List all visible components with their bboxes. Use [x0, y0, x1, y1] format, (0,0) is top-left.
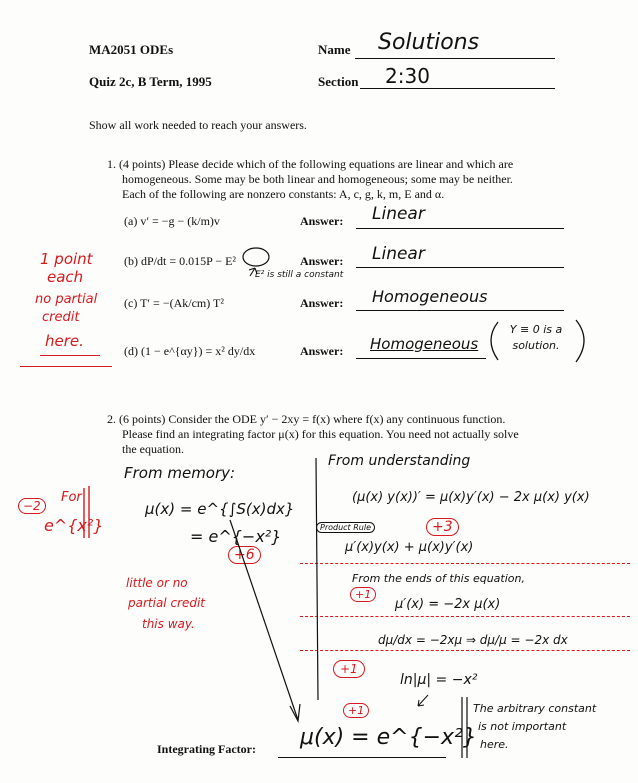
ln-arrow: [418, 695, 428, 706]
q1-margin-note-1: 1 point: [40, 250, 93, 268]
q1-prompt-line2: homogeneous. Some may be both linear and homogeneous; some may be neither.: [122, 172, 513, 186]
integrating-factor-label: Integrating Factor:: [157, 742, 256, 756]
q1-margin-note-2: each: [47, 268, 84, 286]
q2-left-score: +6: [228, 546, 261, 564]
q1d-answer-label: Answer:: [300, 344, 344, 358]
q1-margin-note-3: no partial: [35, 292, 98, 307]
q2-right-note-2: is not important: [478, 720, 567, 733]
work-divider: [316, 458, 318, 700]
q2-prompt-line2: Please find an integrating factor μ(x) for this equation. You need not actually solve: [122, 427, 519, 441]
q2-prompt-line1: 2. (6 points) Consider the ODE y′ − 2xy = f(x) where f(x) any continuous function.: [107, 412, 506, 426]
q1b-equation: (b) dP/dt = 0.015P − E²: [124, 254, 237, 268]
q1b-answer-label: Answer:: [300, 254, 344, 268]
name-value: Solutions: [378, 30, 480, 55]
q2-right-note-1: The arbitrary constant: [473, 702, 597, 715]
q1c-answer: Homogeneous: [372, 287, 488, 306]
q2-deduction-score: −2: [18, 498, 46, 514]
q1c-equation: (c) T′ = −(Ak/cm) T²: [124, 296, 224, 310]
q1a-answer: Linear: [372, 204, 425, 224]
integrating-factor-answer: μ(x) = e^{−x²}: [300, 725, 477, 750]
q1a-answer-label: Answer:: [300, 214, 344, 228]
q2-deduction-for: For: [61, 490, 82, 505]
q2-right-line4: μ′(x) = −2x μ(x): [395, 597, 501, 612]
q2-right-score2: +1: [350, 587, 376, 602]
q2-right-heading: From understanding: [328, 453, 471, 469]
q2-right-score4: +1: [343, 703, 369, 718]
e-squared-arrow: [249, 268, 257, 276]
q1c-answer-label: Answer:: [300, 296, 344, 310]
q1-prompt-line1: 1. (4 points) Please decide which of the following equations are linear and which are: [107, 157, 514, 171]
q2-right-score3: +1: [333, 660, 365, 678]
q2-right-score1: +3: [426, 518, 459, 536]
q2-left-line2: = e^{−x²}: [190, 527, 282, 546]
course-title: MA2051 ODEs: [89, 42, 174, 57]
paren-left: [491, 322, 498, 360]
name-label: Name: [318, 42, 351, 57]
q2-left-note-3: this way.: [142, 617, 195, 631]
instructions: Show all work needed to reach your answers.: [89, 118, 307, 132]
q1-margin-note-4: credit: [42, 310, 80, 325]
q2-right-line6: ln|μ| = −x²: [400, 672, 478, 688]
paren-right: [576, 320, 584, 362]
q2-right-note-3: here.: [480, 738, 509, 751]
section-label: Section: [318, 74, 359, 89]
q1d-note: Y ≡ 0 is a solution.: [509, 323, 563, 352]
q1a-equation: (a) v′ = −g − (k/m)v: [124, 214, 220, 228]
q2-right-line1: (μ(x) y(x))′ = μ(x)y′(x) − 2x μ(x) y(x): [352, 490, 590, 505]
q1b-note: E² is still a constant: [255, 270, 344, 280]
quiz-title: Quiz 2c, B Term, 1995: [89, 74, 212, 89]
q2-prompt-line3: the equation.: [122, 442, 184, 456]
q1d-answer: Homogeneous: [370, 335, 479, 353]
q2-deduction-expr: e^{x²}: [44, 516, 104, 535]
section-value: 2:30: [385, 64, 430, 88]
q2-right-line2: μ′(x)y(x) + μ(x)y′(x): [345, 540, 474, 555]
q1-prompt-line3: Each of the following are nonzero constants: A, c, g, k, m, E and α.: [122, 187, 445, 201]
q2-left-note-1: little or no: [126, 576, 188, 590]
q2-right-line3: From the ends of this equation,: [352, 572, 525, 585]
q1-margin-note-5: here.: [45, 332, 84, 350]
red-bars: [84, 486, 89, 538]
q2-left-line1: μ(x) = e^{∫S(x)dx}: [145, 500, 295, 518]
final-arrow: [230, 520, 298, 720]
q2-product-rule: Product Rule: [316, 522, 375, 533]
e-squared-circle: [243, 248, 269, 266]
note-bars: [462, 697, 467, 758]
q1d-equation: (d) (1 − e^{αy}) = x² dy/dx: [124, 344, 256, 358]
q2-right-line5: dμ/dx = −2xμ ⇒ dμ/μ = −2x dx: [378, 633, 568, 647]
q2-left-heading: From memory:: [124, 464, 236, 482]
q1b-answer: Linear: [372, 244, 425, 264]
q2-left-note-2: partial credit: [128, 596, 206, 610]
